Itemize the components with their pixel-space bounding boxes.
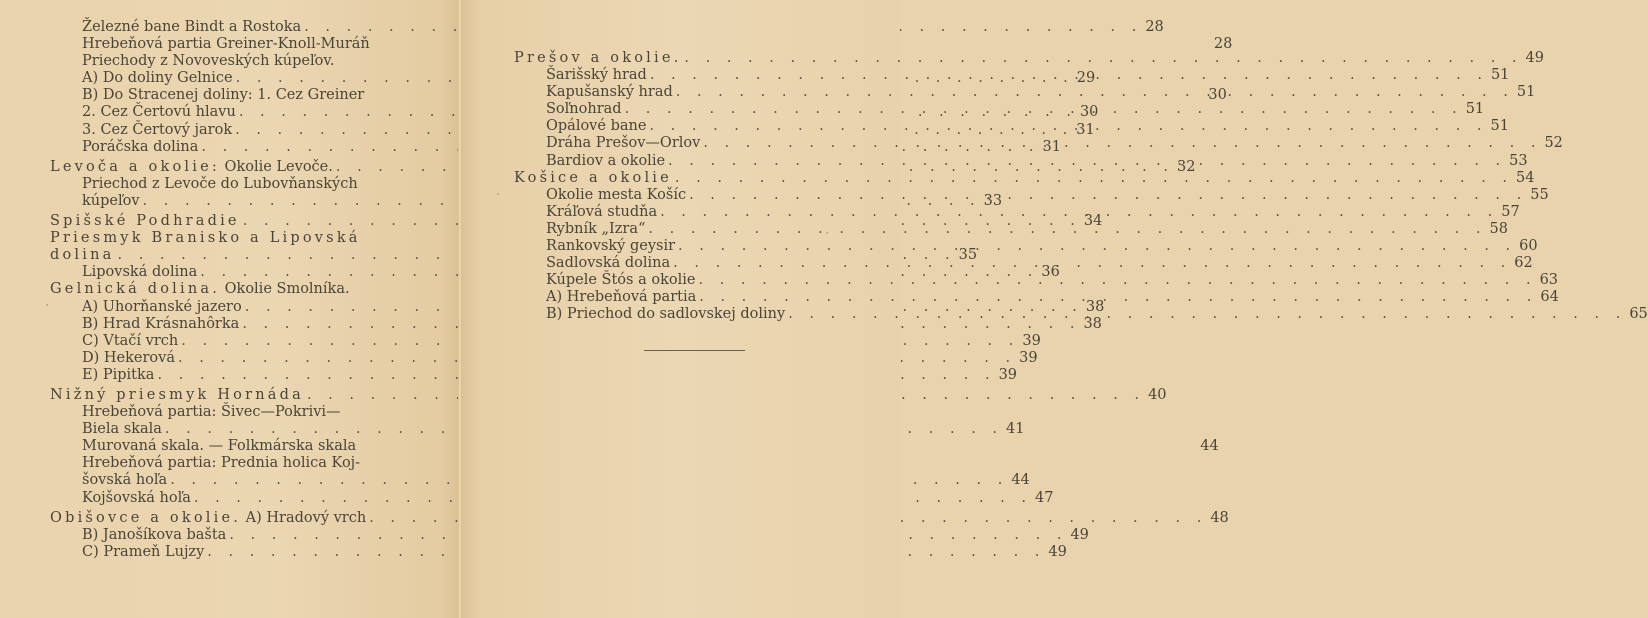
entry-text: Soľnohrad [546,101,622,118]
section-heading: Spišské Podhradie [50,213,240,230]
entry-title [546,153,665,170]
dot-leader [668,153,1506,170]
entry-text: B) Do Stracenej doliny: 1. Cez Greiner [82,87,365,104]
page-number: 64 [1540,289,1559,306]
entry-title [82,53,334,69]
entry-title [82,544,204,561]
page-number: 60 [1519,238,1538,255]
toc-entry [50,543,1067,561]
entry-text: A) Do doliny Gelnice [82,70,233,87]
page-number: 35 [958,247,978,264]
entry-title [546,272,695,289]
entry-title [546,238,675,255]
entry-text: šovská hoľa [82,472,168,489]
page-number: 49 [1525,50,1544,66]
entry-title [82,490,191,507]
entry-text: Biela skala [82,421,162,438]
dot-leader [698,272,1536,289]
entry-text: Dráha Prešov—Orlov [546,135,701,152]
dot-leader [699,289,1537,306]
toc-entry [50,366,1018,384]
toc-entry [50,281,404,298]
dot-leader [684,50,1522,67]
entry-title [82,70,233,87]
entry-title [546,118,646,135]
page-number: 28 [1145,19,1164,35]
dot-leader [788,306,1626,323]
entry-title [82,350,175,367]
page-number: 32 [1177,158,1196,175]
entry-title [546,101,622,118]
page-number: 51 [1465,101,1485,118]
entry-title [82,264,197,281]
toc-entry [50,472,1030,489]
entry-text: Šarišský hrad [546,67,647,84]
dot-leader [660,204,1498,221]
entry-title [82,299,242,316]
page-number: 31 [1042,138,1061,155]
entry-title [546,255,670,272]
section-heading: Prešov a okolie. [514,50,682,66]
entry-title [82,19,301,36]
dot-leader [650,67,1488,84]
toc-entry [50,176,404,193]
entry-title [82,193,140,210]
entry-text: Hrebeňová partia Greiner-Knoll-Muráň [82,36,370,53]
paper-speck [46,304,48,306]
dot-leader [673,255,1511,272]
toc-entry [50,19,1164,36]
page-number: 41 [1006,421,1025,438]
entry-text: Opálové bane [546,118,647,135]
page-number: 33 [983,192,1003,209]
entry-text: D) Hekerová [82,349,175,366]
page-number: 57 [1501,203,1520,220]
entry-text: kúpeľov [82,192,140,209]
toc-entry [50,438,1219,455]
entry-text: Bardiov a okolie [546,152,666,169]
entry-text: C) Prameň Lujzy [82,543,205,560]
entry-text: Okolie Smolníka. [220,281,350,298]
entry-title [546,135,700,152]
page-number: 53 [1509,152,1528,169]
entry-title [50,213,240,230]
toc-entry [514,50,1544,67]
section-heading: Nižný priesmyk Hornáda [50,386,304,403]
entry-title [546,221,645,238]
entry-text: Kojšovská hoľa [82,489,191,506]
dot-leader [676,84,1514,101]
section-heading: Levoča a okolie: [50,158,220,175]
section-heading: Gelnická dolina. [50,281,221,298]
page-number: 49 [1070,526,1089,543]
section-heading: dolina [50,247,115,264]
page-number: 44 [1011,472,1030,489]
page-number: 63 [1539,272,1559,289]
page-number: 39 [1022,332,1041,349]
entry-text: A) Hradový vrch [241,509,367,526]
toc-entry [50,349,1038,367]
entry-text: Rankovský geysir [546,238,676,255]
toc-entry [50,455,404,472]
entry-title [82,527,226,544]
page-number: 51 [1516,84,1536,101]
page-number: 62 [1514,255,1533,272]
entry-text: Okolie mesta Košíc [546,186,687,203]
page-number: 38 [1083,315,1102,332]
entry-text: Kapušanský hrad [546,84,673,101]
entry-title [514,50,681,67]
entry-text: Hrebeňová partia: Prednia holica Koj- [82,455,361,472]
entry-text: 3. Cez Čertový jarok [82,121,233,138]
page-number: 30 [1208,87,1227,104]
page-number: 51 [1490,67,1510,84]
entry-text: Poráčska dolina [82,138,199,155]
entry-title [82,176,358,192]
page-number: 40 [1148,386,1167,403]
page-number: 65 [1629,306,1648,323]
toc-entry [514,203,1520,221]
entry-title [82,87,364,104]
closing-rule [644,350,745,351]
dot-leader [703,135,1541,152]
toc-entry [50,332,1041,350]
entry-text: B) Janošíkova bašta [82,526,227,543]
entry-text: Priechody z Novoveských kúpeľov. [82,53,335,70]
entry-title [50,281,350,297]
page-number: 29 [1076,70,1096,87]
entry-text: Železné bane Bindt a Rostoka [82,19,302,35]
entry-title [546,67,647,84]
page-number: 31 [1076,121,1095,138]
entry-text: Kráľová studňa [546,203,658,220]
entry-text: 2. Cez Čertovú hlavu [82,104,236,121]
toc-entry [50,404,404,421]
page-number: 39 [998,366,1018,383]
paper-speck [826,232,828,234]
page-number: 52 [1544,135,1563,152]
entry-title [82,421,162,438]
page-number: 28 [1213,36,1233,53]
entry-title [50,387,304,404]
page-number: 49 [1048,543,1067,560]
entry-title [546,306,785,323]
entry-text: A) Hrebeňová partia [546,289,697,306]
entry-title [546,204,657,221]
page-number: 54 [1516,169,1535,186]
entry-text: Priechod z Levoče do Lubovňanských [82,175,358,192]
entry-title [82,104,236,121]
entry-title [50,159,333,176]
book-gutter [458,0,462,618]
toc-entry [50,53,404,70]
entry-title [82,438,356,455]
page-number: 51 [1490,118,1509,135]
page-number: 38 [1085,298,1105,315]
toc-entry [50,230,404,247]
entry-text: Rybník „Izra“ [546,220,646,237]
entry-title [82,455,360,471]
toc-entry [514,289,1559,306]
entry-title [82,36,370,53]
entry-title [50,230,361,246]
page-number: 47 [1035,489,1054,506]
toc-entry [50,386,1167,404]
dot-leader [689,187,1527,204]
entry-text: Okolie Levoče. [219,158,333,175]
entry-text: Lipovská dolina [82,264,198,281]
paper-speck [497,193,499,195]
toc-entry [50,36,1233,53]
toc-entry [50,421,1025,438]
page-number: 36 [1041,264,1060,281]
entry-title [82,333,178,350]
entry-text: B) Priechod do sadlovskej doliny [546,306,786,323]
toc-entry [514,169,1535,187]
entry-text: E) Pipitka [82,366,155,383]
section-heading: Košice a okolie [514,169,672,186]
entry-title [82,367,154,384]
section-heading: Obišovce a okolie. [50,509,242,526]
page-number: 39 [1019,349,1038,366]
entry-title [546,84,673,101]
entry-title [82,122,232,139]
entry-title [82,404,341,420]
toc-entry [50,489,1054,507]
entry-text: A) Uhorňanské jazero [82,298,242,315]
page-number: 34 [1083,213,1103,230]
page-number: 58 [1489,220,1508,237]
entry-text: Kúpele Štós a okolie [546,272,696,289]
entry-title [546,187,686,204]
entry-title [50,510,366,527]
entry-title [82,139,198,156]
entry-text: B) Hrad Krásnahôrka [82,315,240,332]
section-heading: Priesmyk Branisko a Lipovská [50,230,361,247]
toc-entry [50,509,1229,527]
entry-title [50,247,114,264]
entry-title [82,316,239,333]
dot-leader [675,170,1513,187]
entry-text: Sadlovská dolina [546,255,671,272]
dot-leader [678,238,1516,255]
entry-title [82,472,167,489]
toc-entry [50,526,1089,544]
dot-leader [625,101,1463,118]
toc-entry [514,238,1538,255]
page-number: 48 [1210,509,1229,526]
entry-text: Murovaná skala. — Folkmárska skala [82,438,357,455]
toc-entry [50,315,1102,333]
entry-text: Hrebeňová partia: Šivec—Pokrivi— [82,404,341,421]
entry-title [514,170,672,187]
dot-leader [648,221,1486,238]
page-number: 44 [1200,438,1219,455]
entry-text: C) Vtačí vrch [82,332,179,349]
page-number: 55 [1530,186,1549,203]
page-number: 30 [1079,104,1099,121]
entry-title [546,289,696,306]
dot-leader [649,118,1487,135]
